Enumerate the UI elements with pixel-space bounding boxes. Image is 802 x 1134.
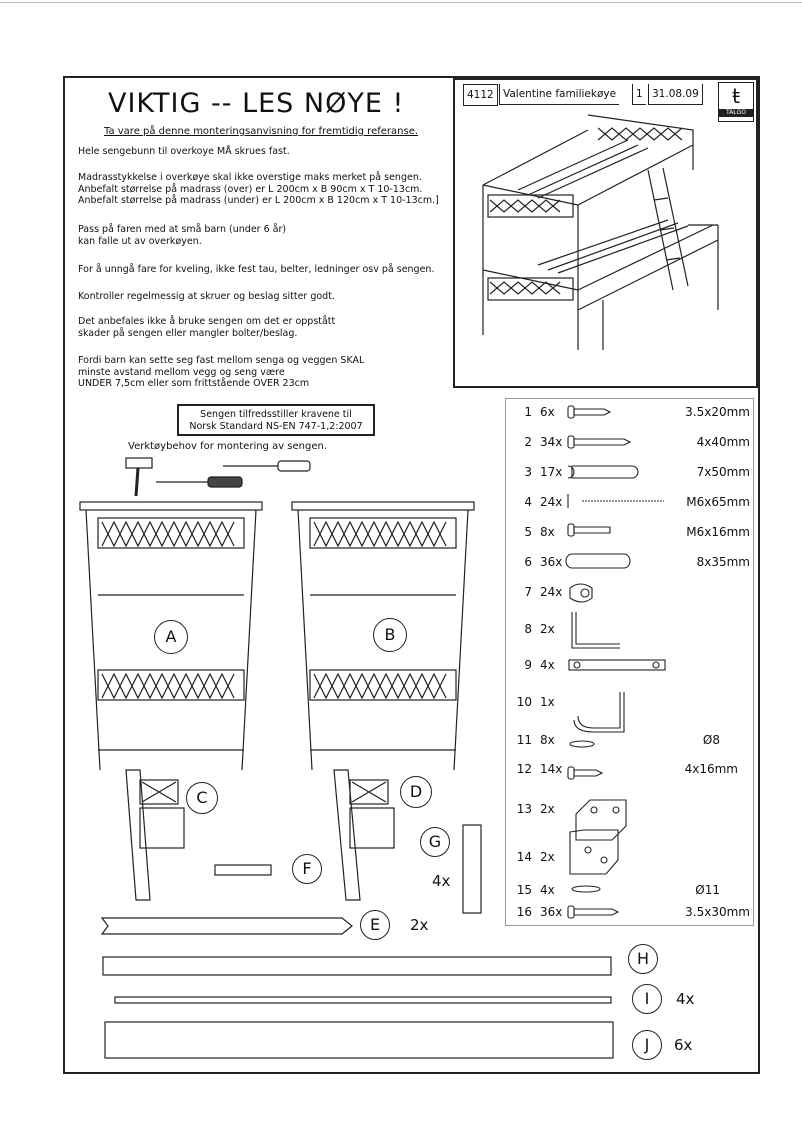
tools-label: Verktøybehov for montering av sengen.: [128, 441, 328, 452]
slat-i-shape: [114, 995, 614, 1007]
part-dimension: 3.5x20mm: [685, 405, 750, 419]
part-number: 4: [524, 495, 532, 509]
part-quantity: 36x: [540, 905, 563, 919]
label-a: A: [154, 620, 188, 654]
part-quantity: 8x: [540, 525, 555, 539]
part-quantity: 24x: [540, 495, 563, 509]
bracket-plate-icon: [570, 830, 618, 874]
certification-line2: Norsk Standard NS-EN 747-1,2:2007: [189, 421, 363, 432]
paragraph-fasten: Hele sengebunn til overkoye MÅ skrues fast.: [78, 146, 290, 157]
part-dimension: 7x50mm: [696, 465, 750, 479]
long-screw-icon: [568, 466, 638, 478]
page-top-line: [0, 2, 802, 3]
short-bolt-icon: [568, 524, 610, 536]
paragraph-mattress: Madrasstykkelse i overkøye skal ikke overstige maks merket på sengen. Anbefalt størrelse på madrass (over) er L 200cm x B 90cm x T 10-13cm. Anbefalt størrelse på madrass (under) er L 200cm x B 120cm x T 10-13cm.]: [78, 172, 439, 206]
slat-j-shape: [104, 1020, 616, 1062]
part-dimension: Ø11: [695, 883, 720, 897]
part-quantity: 14x: [540, 762, 563, 776]
part-dimension: 4x16mm: [684, 762, 738, 776]
page-title: VIKTIG -- LES NØYE !: [108, 88, 405, 119]
part-g-shape: [462, 824, 484, 916]
connector-plate-icon: [569, 660, 665, 670]
product-name: Valentine familiekøye: [499, 84, 619, 105]
washer-icon: [570, 741, 594, 747]
label-d: D: [400, 776, 432, 808]
screwdriver-icon: [223, 461, 310, 471]
dowel-icon: [566, 554, 630, 568]
part-icons: [566, 400, 676, 920]
label-i: I: [632, 984, 662, 1014]
part-number: 13: [516, 802, 532, 816]
part-number: 6: [524, 555, 532, 569]
paragraph-children: Pass på faren med at små barn (under 6 år) kan falle ut av overkøyen.: [78, 224, 287, 247]
washer-large-icon: [572, 886, 600, 892]
label-c: C: [186, 782, 218, 814]
rail-e-shape: [100, 914, 360, 942]
part-number: 15: [516, 883, 532, 897]
allen-key-small-icon: [574, 692, 624, 732]
talgo-logo-glyph: ŧ: [732, 84, 740, 108]
part-quantity: 8x: [540, 733, 555, 747]
paragraph-wall: Fordi barn kan sette seg fast mellom senga og veggen SKAL minste avstand mellom vegg og seng være UNDER 7,5cm eller som frittstående OVER 23cm: [78, 355, 365, 389]
hammer-icon: [126, 458, 152, 496]
part-dimension: 8x35mm: [696, 555, 750, 569]
part-quantity: 24x: [540, 585, 563, 599]
screwdriver-icon: [156, 477, 242, 487]
certification-line1: Sengen tilfredsstiller kravene til: [200, 409, 352, 420]
part-dimension: 3.5x30mm: [685, 905, 750, 919]
paragraph-check: Kontroller regelmessig at skruer og beslag sitter godt.: [78, 291, 335, 302]
part-quantity: 36x: [540, 555, 563, 569]
allen-key-large-icon: [572, 612, 620, 648]
paragraph-damage: Det anbefales ikke å bruke sengen om det er oppstått skader på sengen eller mangler bolter/beslag.: [78, 316, 336, 339]
part-quantity: 34x: [540, 435, 563, 449]
part-quantity: 1x: [540, 695, 555, 709]
part-quantity: 2x: [540, 622, 555, 636]
part-quantity: 2x: [540, 850, 555, 864]
part-quantity: 17x: [540, 465, 563, 479]
small-screw-icon: [568, 767, 602, 779]
talgo-logo-text: TALGO: [719, 109, 753, 117]
screw-icon: [568, 436, 630, 448]
label-b: B: [373, 618, 407, 652]
part-dimension: 4x40mm: [696, 435, 750, 449]
barrel-nut-icon: [570, 584, 592, 602]
part-number: 8: [524, 622, 532, 636]
label-h: H: [628, 944, 658, 974]
short-screw-icon: [568, 406, 610, 418]
bunk-bed-illustration: [478, 110, 748, 360]
part-quantity: 6x: [540, 405, 555, 419]
slat-j-multiplier: 6x: [674, 1036, 693, 1054]
rail-e-multiplier: 2x: [410, 916, 429, 934]
rail-h-shape: [102, 955, 614, 979]
product-code: 4112: [463, 84, 498, 106]
part-number: 9: [524, 658, 532, 672]
part-quantity: 4x: [540, 883, 555, 897]
part-dimension: M6x16mm: [686, 525, 750, 539]
label-j: J: [632, 1030, 662, 1060]
part-number: 11: [516, 733, 532, 747]
part-g-multiplier: 4x: [432, 872, 451, 890]
label-e: E: [360, 910, 390, 940]
bolt-icon: [568, 494, 664, 508]
part-number: 14: [516, 850, 532, 864]
part-number: 10: [516, 695, 532, 709]
page-subtitle: Ta vare på denne monteringsanvisning for fremtidig referanse.: [104, 126, 419, 137]
tools-illustration: [118, 452, 318, 502]
part-number: 1: [524, 405, 532, 419]
part-number: 7: [524, 585, 532, 599]
part-f-shape: [214, 863, 274, 879]
wood-screw-icon: [568, 906, 618, 918]
paragraph-strangle: For å unngå fare for kveling, ikke fest tau, belter, ledninger osv på sengen.: [78, 264, 435, 275]
part-quantity: 2x: [540, 802, 555, 816]
part-quantity: 4x: [540, 658, 555, 672]
part-number: 5: [524, 525, 532, 539]
part-dimension: M6x65mm: [686, 495, 750, 509]
part-number: 16: [516, 905, 532, 919]
part-number: 12: [516, 762, 532, 776]
slat-i-multiplier: 4x: [676, 990, 695, 1008]
certification-box: [177, 404, 375, 436]
product-version: 1: [632, 84, 646, 105]
headboard-panels: [80, 500, 480, 800]
product-date: 31.08.09: [648, 84, 703, 105]
part-dimension: Ø8: [702, 733, 720, 747]
part-number: 2: [524, 435, 532, 449]
label-f: F: [292, 854, 322, 884]
part-number: 3: [524, 465, 532, 479]
label-g: G: [420, 827, 450, 857]
